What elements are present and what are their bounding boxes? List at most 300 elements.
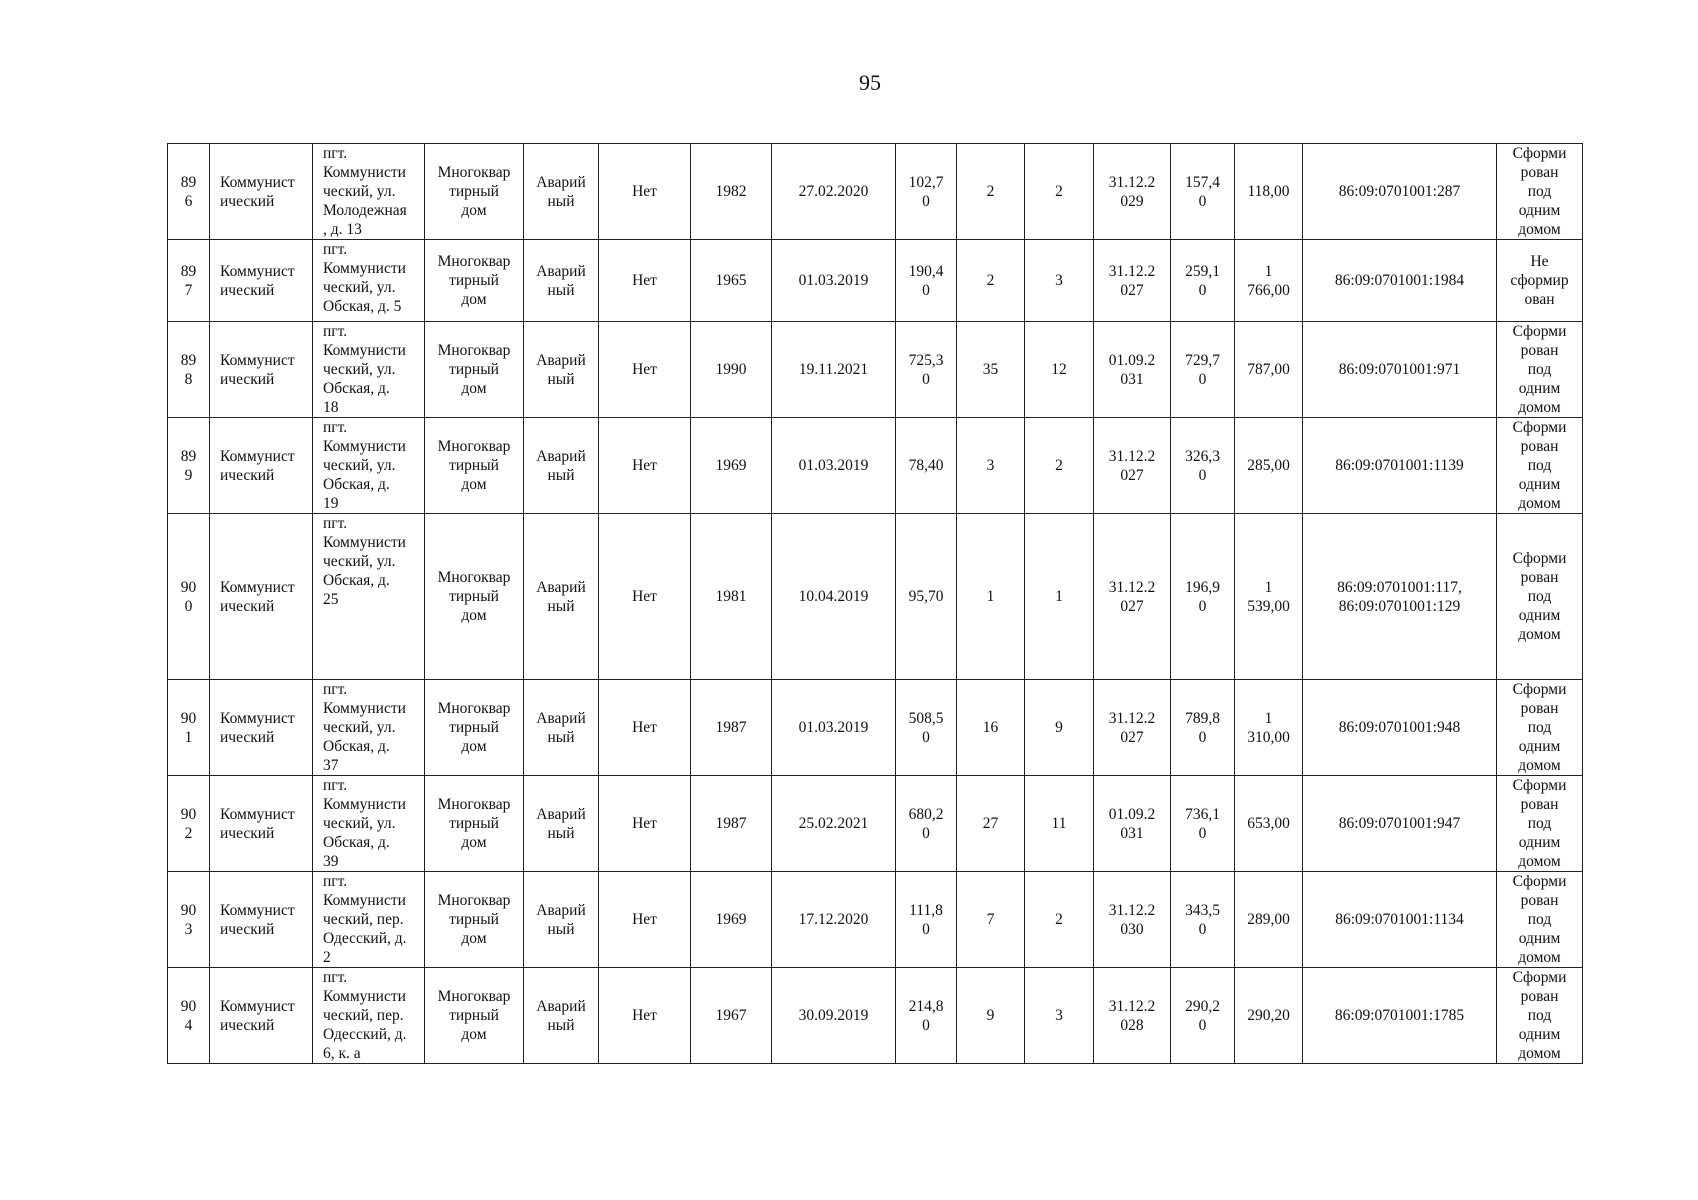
cell-row-number bbox=[168, 240, 210, 322]
cell-text-line: домом bbox=[1518, 221, 1561, 238]
cell-text-line: Аварий bbox=[536, 901, 586, 919]
cell-text-line: 029 bbox=[1120, 192, 1144, 210]
cell-text-line: Сформи bbox=[1512, 873, 1567, 890]
cell-text-line: Аварий bbox=[536, 351, 586, 369]
cell-text-line: ический bbox=[220, 370, 275, 388]
cell-text-line: одним bbox=[1518, 738, 1561, 755]
cell-text-line: 0 bbox=[1198, 370, 1207, 388]
cell-text-line: 027 bbox=[1120, 281, 1144, 299]
cell-text-line: ный bbox=[547, 1016, 575, 1034]
cell-text-line: ческий, ул. bbox=[323, 815, 396, 832]
cell-text-line: 0 bbox=[922, 192, 930, 210]
cell-text-line: 0 bbox=[922, 728, 930, 746]
cell-text-line: Многоквар bbox=[437, 796, 511, 813]
cell-text-line: 0 bbox=[922, 824, 930, 842]
cell-row-number bbox=[168, 418, 210, 514]
cell-text-line: 89 bbox=[180, 447, 197, 465]
cell-year: 1987 bbox=[691, 776, 772, 872]
cell-text-line: 0 bbox=[922, 370, 930, 388]
cell-text-line: тирный bbox=[449, 588, 499, 605]
cell-text-line: 0 bbox=[922, 920, 930, 938]
cell-text-line: 290,2 bbox=[1185, 997, 1220, 1015]
cell-text-line: 6 bbox=[184, 192, 193, 210]
cell-text-line: 326,3 bbox=[1185, 447, 1220, 465]
cell-text-line: 31.12.2 bbox=[1108, 262, 1156, 280]
cell-text-line: 31.12.2 bbox=[1108, 901, 1156, 919]
cell-text-line: 0 bbox=[1198, 1016, 1207, 1034]
cell-text-line: домом bbox=[1518, 399, 1561, 416]
cell-text-line: пгт. bbox=[323, 777, 348, 794]
cell-deadline bbox=[1094, 144, 1171, 240]
cell-text-line: Коммунисти bbox=[323, 534, 406, 551]
cell-text-line: дом bbox=[461, 291, 487, 308]
cell-text-line: 539,00 bbox=[1247, 597, 1290, 615]
cell-count-2: 2 bbox=[1025, 872, 1094, 968]
cell-address bbox=[313, 418, 425, 514]
cell-text-line: 01.09.2 bbox=[1108, 351, 1156, 369]
cell-text-line: Одесский, д. bbox=[323, 1026, 407, 1043]
cell-text-line: под bbox=[1527, 183, 1552, 200]
cell-value bbox=[1235, 776, 1303, 872]
cell-text-line: дом bbox=[461, 930, 487, 947]
cell-text-line: 90 bbox=[180, 578, 197, 596]
cell-text-line: тирный bbox=[449, 815, 499, 832]
cell-district bbox=[210, 872, 313, 968]
cell-text-line: ческий, ул. bbox=[323, 183, 396, 200]
cell-text-line: 118,00 bbox=[1247, 183, 1290, 200]
cell-text-line: Многоквар bbox=[437, 569, 511, 586]
cell-cadastral-number bbox=[1303, 872, 1497, 968]
cell-text-line: 027 bbox=[1120, 466, 1144, 484]
cell-area-2 bbox=[1171, 240, 1235, 322]
cell-text-line: ический bbox=[220, 824, 275, 842]
cell-text-line: Аварий bbox=[536, 578, 586, 596]
cell-text-line: тирный bbox=[449, 719, 499, 736]
cell-district bbox=[210, 514, 313, 680]
cell-text-line: одним bbox=[1518, 1026, 1561, 1043]
cell-building-type bbox=[425, 680, 524, 776]
cell-area-2 bbox=[1171, 144, 1235, 240]
cell-text-line: 111,8 bbox=[909, 901, 943, 919]
cell-text-line: ный bbox=[547, 920, 575, 938]
cell-text-line: 653,00 bbox=[1247, 815, 1290, 832]
cell-count-1: 9 bbox=[957, 968, 1025, 1064]
cell-value bbox=[1235, 872, 1303, 968]
cell-year: 1987 bbox=[691, 680, 772, 776]
cell-text-line: 0 bbox=[184, 597, 193, 615]
cell-text-line: ный bbox=[547, 192, 575, 210]
cell-date: 01.03.2019 bbox=[772, 240, 896, 322]
cell-building-type bbox=[425, 514, 524, 680]
cell-text-line: ический bbox=[220, 466, 275, 484]
cell-text-line: 027 bbox=[1120, 597, 1144, 615]
cell-condition bbox=[524, 418, 599, 514]
cell-count-1: 16 bbox=[957, 680, 1025, 776]
cell-area-2 bbox=[1171, 776, 1235, 872]
cell-count-2: 11 bbox=[1025, 776, 1094, 872]
cell-flag: Нет bbox=[599, 872, 691, 968]
cell-address bbox=[313, 680, 425, 776]
table-row bbox=[168, 872, 1583, 968]
table-row bbox=[168, 680, 1583, 776]
cell-count-1: 27 bbox=[957, 776, 1025, 872]
cell-text-line: дом bbox=[461, 380, 487, 397]
cell-text-line: пгт. bbox=[323, 145, 348, 162]
cell-text-line: пгт. bbox=[323, 515, 348, 532]
cell-area-2 bbox=[1171, 872, 1235, 968]
cell-count-1: 2 bbox=[957, 144, 1025, 240]
cell-count-1: 3 bbox=[957, 418, 1025, 514]
cell-text-line: 3 bbox=[184, 920, 193, 938]
cell-text-line: 027 bbox=[1120, 728, 1144, 746]
cell-text-line: 0 bbox=[1198, 920, 1207, 938]
cell-cadastral-number bbox=[1303, 240, 1497, 322]
cell-text-line: ный bbox=[547, 370, 575, 388]
cell-text-line: рован bbox=[1520, 164, 1559, 181]
cell-condition bbox=[524, 680, 599, 776]
cell-text-line: 78,40 bbox=[908, 457, 944, 474]
cell-area-2 bbox=[1171, 680, 1235, 776]
cell-text-line: Обская, д. 5 bbox=[323, 298, 402, 315]
cell-text-line: одним bbox=[1518, 930, 1561, 947]
cell-text-line: , д. 13 bbox=[323, 221, 362, 238]
cell-text-line: 736,1 bbox=[1185, 805, 1220, 823]
cell-text-line: 729,7 bbox=[1185, 351, 1220, 369]
cell-text-line: 37 bbox=[323, 757, 339, 774]
table-row bbox=[168, 776, 1583, 872]
table-row bbox=[168, 322, 1583, 418]
cell-year: 1967 bbox=[691, 968, 772, 1064]
cell-text-line: Коммунисти bbox=[323, 164, 406, 181]
cell-text-line: 86:09:0701001:1134 bbox=[1335, 911, 1464, 928]
cell-deadline bbox=[1094, 776, 1171, 872]
cell-text-line: 01.09.2 bbox=[1108, 805, 1156, 823]
cell-count-1: 35 bbox=[957, 322, 1025, 418]
cell-deadline bbox=[1094, 968, 1171, 1064]
cell-text-line: ческий, пер. bbox=[323, 911, 404, 928]
cell-value bbox=[1235, 144, 1303, 240]
cell-area bbox=[896, 776, 957, 872]
cell-count-1: 1 bbox=[957, 514, 1025, 680]
cell-date: 01.03.2019 bbox=[772, 680, 896, 776]
cell-text-line: 86:09:0701001:1785 bbox=[1334, 1007, 1465, 1024]
cell-text-line: 508,5 bbox=[908, 709, 944, 727]
cell-text-line: ный bbox=[547, 728, 575, 746]
cell-text-line: Аварий bbox=[536, 997, 586, 1015]
cell-text-line: 0 bbox=[922, 281, 930, 299]
cell-count-1: 7 bbox=[957, 872, 1025, 968]
cell-text-line: Коммунист bbox=[220, 447, 295, 465]
cell-date: 01.03.2019 bbox=[772, 418, 896, 514]
cell-text-line: Коммунисти bbox=[323, 988, 406, 1005]
cell-text-line: ческий, ул. bbox=[323, 457, 396, 474]
cell-text-line: одним bbox=[1518, 380, 1561, 397]
cell-text-line: дом bbox=[461, 202, 487, 219]
cell-text-line: 031 bbox=[1120, 370, 1144, 388]
cell-text-line: 343,5 bbox=[1185, 901, 1220, 919]
cell-text-line: Сформи bbox=[1512, 777, 1567, 794]
cell-text-line: дом bbox=[461, 834, 487, 851]
cell-text-line: ческий, ул. bbox=[323, 553, 396, 570]
cell-text-line: 030 bbox=[1120, 920, 1144, 938]
cell-text-line: пгт. bbox=[323, 323, 348, 340]
cell-text-line: Аварий bbox=[536, 709, 586, 727]
cell-row-number bbox=[168, 680, 210, 776]
cell-text-line: 0 bbox=[1198, 192, 1207, 210]
cell-text-line: под bbox=[1527, 719, 1552, 736]
cell-building-type bbox=[425, 872, 524, 968]
cell-text-line: 4 bbox=[184, 1016, 193, 1034]
cell-text-line: 031 bbox=[1120, 824, 1144, 842]
cell-text-line: Многоквар bbox=[437, 164, 511, 181]
cell-text-line: Коммунисти bbox=[323, 796, 406, 813]
cell-year: 1969 bbox=[691, 872, 772, 968]
cell-text-line: ный bbox=[547, 281, 575, 299]
cell-cadastral-number bbox=[1303, 418, 1497, 514]
cell-text-line: пгт. bbox=[323, 241, 348, 258]
cell-text-line: 86:09:0701001:948 bbox=[1338, 719, 1461, 736]
cell-text-line: 1 bbox=[1264, 578, 1273, 596]
cell-text-line: 90 bbox=[180, 997, 197, 1015]
cell-date: 27.02.2020 bbox=[772, 144, 896, 240]
cell-condition bbox=[524, 240, 599, 322]
cell-text-line: 31.12.2 bbox=[1108, 709, 1156, 727]
cell-text-line: под bbox=[1527, 588, 1552, 605]
cell-year: 1965 bbox=[691, 240, 772, 322]
cell-deadline bbox=[1094, 322, 1171, 418]
cell-row-number bbox=[168, 968, 210, 1064]
cell-text-line: Коммунист bbox=[220, 709, 295, 727]
cell-text-line: 028 bbox=[1120, 1016, 1144, 1034]
cell-text-line: Обская, д. bbox=[323, 476, 390, 493]
cell-text-line: под bbox=[1527, 815, 1552, 832]
cell-flag: Нет bbox=[599, 240, 691, 322]
cell-building-type bbox=[425, 144, 524, 240]
cell-text-line: Аварий bbox=[536, 447, 586, 465]
cell-text-line: рован bbox=[1520, 988, 1559, 1005]
cell-text-line: 157,4 bbox=[1185, 173, 1220, 191]
cell-year: 1981 bbox=[691, 514, 772, 680]
cell-text-line: 31.12.2 bbox=[1108, 173, 1156, 191]
cell-text-line: 289,00 bbox=[1247, 911, 1290, 928]
cell-text-line: 766,00 bbox=[1247, 281, 1290, 299]
cell-row-number bbox=[168, 514, 210, 680]
cell-text-line: сформир bbox=[1510, 272, 1569, 289]
cell-text-line: одним bbox=[1518, 607, 1561, 624]
cell-text-line: Многоквар bbox=[437, 700, 511, 717]
cell-text-line: ический bbox=[220, 192, 275, 210]
cell-condition bbox=[524, 872, 599, 968]
cell-address bbox=[313, 322, 425, 418]
cell-text-line: Сформи bbox=[1512, 969, 1567, 986]
cell-text-line: ический bbox=[220, 281, 275, 299]
cell-text-line: 9 bbox=[184, 466, 193, 484]
cell-text-line: Одесский, д. bbox=[323, 930, 407, 947]
cell-area-2 bbox=[1171, 514, 1235, 680]
cell-text-line: 0 bbox=[1198, 824, 1207, 842]
cell-text-line: 95,70 bbox=[908, 588, 944, 605]
cell-row-number bbox=[168, 144, 210, 240]
cell-text-line: домом bbox=[1518, 495, 1561, 512]
cell-area-2 bbox=[1171, 322, 1235, 418]
cell-deadline bbox=[1094, 680, 1171, 776]
cell-text-line: дом bbox=[461, 476, 487, 493]
cell-text-line: рован bbox=[1520, 569, 1559, 586]
cell-district bbox=[210, 418, 313, 514]
cell-text-line: Многоквар bbox=[437, 253, 511, 270]
cell-text-line: 290,20 bbox=[1247, 1007, 1290, 1024]
cell-text-line: 39 bbox=[323, 853, 339, 870]
cell-text-line: Обская, д. bbox=[323, 380, 390, 397]
cell-count-2: 2 bbox=[1025, 144, 1094, 240]
cell-text-line: дом bbox=[461, 607, 487, 624]
cell-text-line: Сформи bbox=[1512, 419, 1567, 436]
cell-text-line: Многоквар bbox=[437, 988, 511, 1005]
cell-text-line: 86:09:0701001:287 bbox=[1338, 183, 1461, 200]
cell-text-line: одним bbox=[1518, 202, 1561, 219]
cell-text-line: Сформи bbox=[1512, 681, 1567, 698]
cell-text-line: 190,4 bbox=[908, 262, 944, 280]
cell-text-line: 90 bbox=[180, 901, 197, 919]
cell-text-line: 31.12.2 bbox=[1108, 997, 1156, 1015]
cell-text-line: пгт. bbox=[323, 873, 348, 890]
cell-text-line: 86:09:0701001:947 bbox=[1338, 815, 1461, 832]
cell-text-line: 31.12.2 bbox=[1108, 578, 1156, 596]
cell-text-line: тирный bbox=[449, 272, 499, 289]
cell-text-line: ный bbox=[547, 824, 575, 842]
cell-text-line: Многоквар bbox=[437, 342, 511, 359]
cell-text-line: 89 bbox=[180, 173, 197, 191]
cell-text-line: 89 bbox=[180, 262, 197, 280]
cell-text-line: 789,8 bbox=[1185, 709, 1220, 727]
cell-area bbox=[896, 968, 957, 1064]
cell-text-line: под bbox=[1527, 457, 1552, 474]
cell-cadastral-number bbox=[1303, 968, 1497, 1064]
cell-text-line: 1 bbox=[184, 728, 193, 746]
cell-count-2: 3 bbox=[1025, 968, 1094, 1064]
cell-area bbox=[896, 418, 957, 514]
cell-building-type bbox=[425, 776, 524, 872]
cell-count-2: 1 bbox=[1025, 514, 1094, 680]
cell-text-line: дом bbox=[461, 738, 487, 755]
cell-text-line: тирный bbox=[449, 457, 499, 474]
cell-text-line: рован bbox=[1520, 892, 1559, 909]
cell-row-number bbox=[168, 872, 210, 968]
cell-text-line: домом bbox=[1518, 757, 1561, 774]
cell-text-line: 0 bbox=[1198, 728, 1207, 746]
cell-text-line: рован bbox=[1520, 342, 1559, 359]
cell-text-line: рован bbox=[1520, 438, 1559, 455]
cell-text-line: 102,7 bbox=[908, 173, 944, 191]
cell-land-status bbox=[1497, 418, 1583, 514]
cell-text-line: 0 bbox=[1198, 466, 1207, 484]
cell-condition bbox=[524, 514, 599, 680]
cell-flag: Нет bbox=[599, 144, 691, 240]
cell-count-2: 12 bbox=[1025, 322, 1094, 418]
cell-text-line: ический bbox=[220, 920, 275, 938]
cell-flag: Нет bbox=[599, 322, 691, 418]
cell-text-line: 31.12.2 bbox=[1108, 447, 1156, 465]
cell-land-status bbox=[1497, 776, 1583, 872]
cell-text-line: Многоквар bbox=[437, 892, 511, 909]
cell-text-line: 86:09:0701001:1984 bbox=[1334, 272, 1465, 289]
cell-text-line: Коммунист bbox=[220, 578, 295, 596]
cell-text-line: рован bbox=[1520, 796, 1559, 813]
cell-text-line: 86:09:0701001:1139 bbox=[1335, 457, 1464, 474]
cell-address bbox=[313, 872, 425, 968]
cell-text-line: пгт. bbox=[323, 419, 348, 436]
cell-cadastral-number bbox=[1303, 776, 1497, 872]
cell-text-line: под bbox=[1527, 361, 1552, 378]
page-number: 95 bbox=[859, 70, 881, 95]
cell-text-line: Не bbox=[1530, 253, 1549, 270]
cell-text-line: 214,8 bbox=[908, 997, 944, 1015]
cell-condition bbox=[524, 968, 599, 1064]
cell-text-line: Коммунисти bbox=[323, 892, 406, 909]
cell-text-line: 680,2 bbox=[908, 805, 944, 823]
cell-text-line: ческий, ул. bbox=[323, 719, 396, 736]
table-row bbox=[168, 240, 1583, 322]
cell-year: 1982 bbox=[691, 144, 772, 240]
cell-text-line: 8 bbox=[184, 370, 193, 388]
cell-text-line: Коммунисти bbox=[323, 342, 406, 359]
cell-flag: Нет bbox=[599, 776, 691, 872]
cell-text-line: тирный bbox=[449, 183, 499, 200]
cell-text-line: 0 bbox=[922, 1016, 930, 1034]
cell-text-line: Обская, д. bbox=[323, 572, 390, 589]
cell-district bbox=[210, 144, 313, 240]
cell-text-line: ический bbox=[220, 728, 275, 746]
cell-text-line: 310,00 bbox=[1247, 728, 1290, 746]
cell-district bbox=[210, 968, 313, 1064]
cell-text-line: Коммунист bbox=[220, 262, 295, 280]
cell-text-line: тирный bbox=[449, 911, 499, 928]
cell-text-line: Коммунист bbox=[220, 351, 295, 369]
cell-text-line: рован bbox=[1520, 700, 1559, 717]
cell-cadastral-number bbox=[1303, 144, 1497, 240]
cell-date: 30.09.2019 bbox=[772, 968, 896, 1064]
cell-deadline bbox=[1094, 872, 1171, 968]
cell-text-line: ческий, ул. bbox=[323, 279, 396, 296]
table-row bbox=[168, 514, 1583, 680]
cell-text-line: Аварий bbox=[536, 805, 586, 823]
cell-text-line: 90 bbox=[180, 709, 197, 727]
cell-flag: Нет bbox=[599, 968, 691, 1064]
cell-count-2: 9 bbox=[1025, 680, 1094, 776]
cell-value bbox=[1235, 322, 1303, 418]
table-row bbox=[168, 968, 1583, 1064]
cell-condition bbox=[524, 144, 599, 240]
cell-text-line: Коммунисти bbox=[323, 260, 406, 277]
cell-text-line: 89 bbox=[180, 351, 197, 369]
cell-text-line: домом bbox=[1518, 853, 1561, 870]
cell-land-status bbox=[1497, 144, 1583, 240]
cell-area bbox=[896, 144, 957, 240]
cell-text-line: ован bbox=[1524, 291, 1555, 308]
cell-count-1: 2 bbox=[957, 240, 1025, 322]
cell-land-status bbox=[1497, 968, 1583, 1064]
cell-text-line: Сформи bbox=[1512, 145, 1567, 162]
cell-building-type bbox=[425, 240, 524, 322]
cell-flag: Нет bbox=[599, 514, 691, 680]
cell-date: 10.04.2019 bbox=[772, 514, 896, 680]
cell-text-line: Коммунист bbox=[220, 901, 295, 919]
cell-text-line: Многоквар bbox=[437, 438, 511, 455]
cell-value bbox=[1235, 968, 1303, 1064]
cell-text-line: Коммунисти bbox=[323, 700, 406, 717]
cell-area-2 bbox=[1171, 968, 1235, 1064]
cell-text-line: Обская, д. bbox=[323, 738, 390, 755]
